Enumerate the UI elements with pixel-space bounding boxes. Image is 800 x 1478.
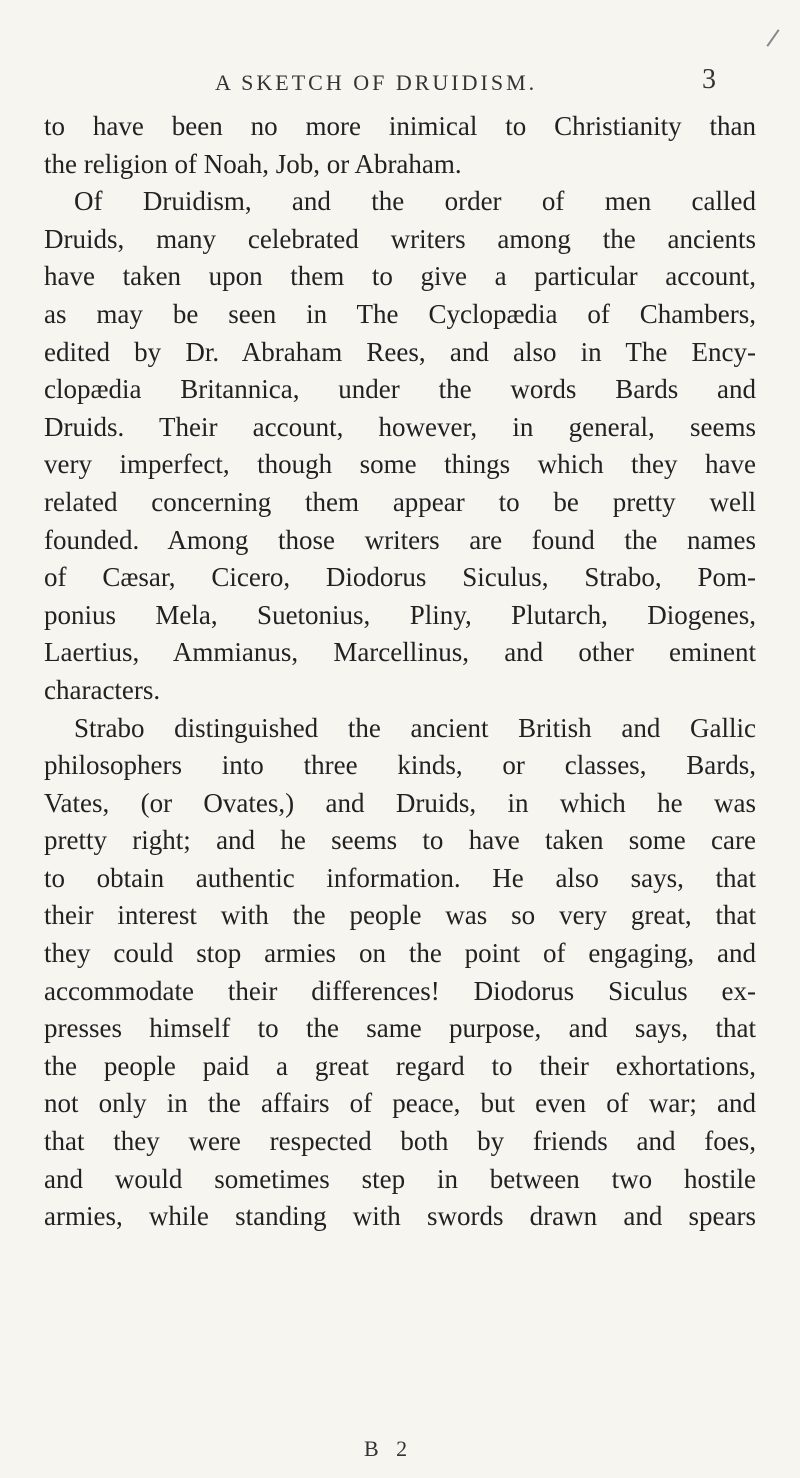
text-line: as may be seen in The Cyclopædia of Chambers, xyxy=(44,298,756,329)
text-line: and would sometimes step in between two hostile xyxy=(44,1163,756,1194)
text-line: pretty right; and he seems to have taken some care xyxy=(44,825,756,856)
text-line: Druids. Their account, however, in general, seems xyxy=(44,411,756,442)
text-line: the people paid a great regard to their exhortations, xyxy=(44,1050,756,1081)
text-line: to obtain authentic information. He also says, that xyxy=(44,862,756,893)
text-line: very imperfect, though some things which they have xyxy=(44,449,756,480)
text-line: ponius Mela, Suetonius, Pliny, Plutarch, Diogenes, xyxy=(44,599,756,630)
running-title: A SKETCH OF DRUIDISM. xyxy=(215,70,538,95)
signature-mark: B 2 xyxy=(364,1436,414,1461)
text-line: founded. Among those writers are found the names xyxy=(44,524,756,555)
text-line: edited by Dr. Abraham Rees, and also in The Ency- xyxy=(44,336,756,367)
text-line: presses himself to the same purpose, and says, that xyxy=(44,1013,756,1044)
text-line: their interest with the people was so very great, that xyxy=(44,900,756,931)
body-text xyxy=(44,108,756,1236)
text-line: clopædia Britannica, under the words Bards and xyxy=(44,374,756,405)
text-line: Vates, (or Ovates,) and Druids, in which he was xyxy=(44,787,756,818)
text-line: related concerning them appear to be pretty well xyxy=(44,486,756,517)
text-line: of Cæsar, Cicero, Diodorus Siculus, Strabo, Pom- xyxy=(44,562,756,593)
text-line: have taken upon them to give a particular account, xyxy=(44,261,756,292)
text-line: Of Druidism, and the order of men called xyxy=(74,186,756,217)
text-line: Strabo distinguished the ancient British and Gallic xyxy=(74,712,756,743)
text-line: philosophers into three kinds, or classes, Bards, xyxy=(44,750,756,781)
text-line: the religion of Noah, Job, or Abraham. xyxy=(44,148,462,179)
text-line: not only in the affairs of peace, but even of war; and xyxy=(44,1088,756,1119)
text-line: they could stop armies on the point of engaging, and xyxy=(44,938,756,969)
text-line: Druids, many celebrated writers among the ancients xyxy=(44,223,756,254)
text-line: armies, while standing with swords drawn and spears xyxy=(44,1201,756,1232)
text-line: characters. xyxy=(44,674,161,705)
text-line: to have been no more inimical to Christianity than xyxy=(44,111,756,141)
text-line: that they were respected both by friends and foes, xyxy=(44,1126,756,1157)
text-line: accommodate their differences! Diodorus Siculus ex- xyxy=(44,975,756,1006)
text-line: Laertius, Ammianus, Marcellinus, and other eminent xyxy=(44,637,756,668)
pencil-mark xyxy=(766,29,779,47)
page-number: 3 xyxy=(702,64,716,95)
